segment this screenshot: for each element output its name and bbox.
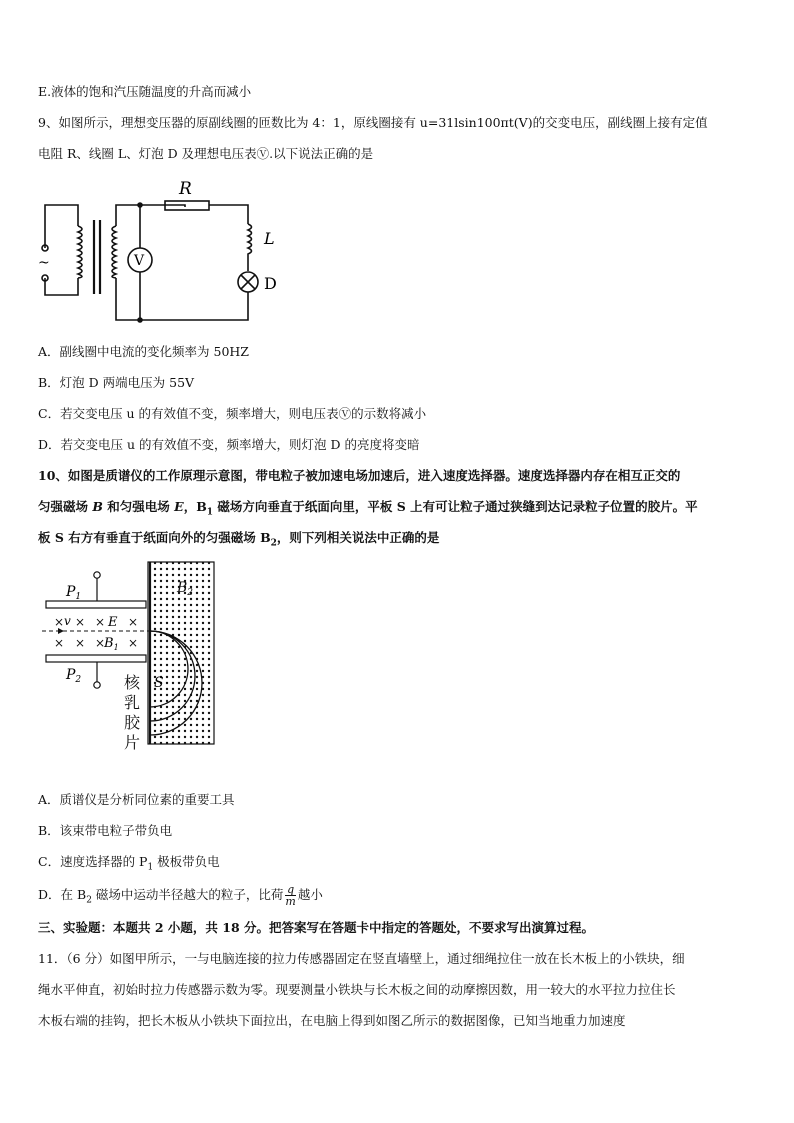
svg-text:×: × xyxy=(75,615,86,629)
q10-mass-spectrometer-figure xyxy=(38,560,218,750)
q9-stem-line2: 电阻 R、线圈 L、灯泡 D 及理想电压表Ⓥ.以下说法正确的是 xyxy=(38,146,374,161)
film-char-1: 核 xyxy=(124,673,141,692)
q11-stem-line3: 木板右端的挂钩，把长木板从小铁块下面拉出，在电脑上得到如图乙所示的数据图像，已知当地重力加速度 xyxy=(38,1013,626,1028)
resistor-label: R xyxy=(179,179,192,199)
ac-symbol: ~ xyxy=(38,255,50,271)
svg-text:×: × xyxy=(128,636,139,650)
charge-mass-ratio: $\frac{q}{m}$ xyxy=(285,883,296,908)
q11-stem-line2: 绳水平伸直，初始时拉力传感器示数为零。现要测量小铁块与长木板之间的动摩擦因数，用一较大的水平拉力拉住长 xyxy=(38,982,676,997)
q10-option-c: C．速度选择器的 $P_1$ 极板带负电 xyxy=(38,854,220,873)
label-b2: $B_2$ xyxy=(177,580,194,598)
label-b1: $B_1$ xyxy=(104,636,119,652)
q10-stem-line3: 板 S 右方有垂直于纸面向外的匀强磁场 $B_2$，则下列相关说法中正确的是 xyxy=(38,530,440,549)
q9-circuit-figure xyxy=(30,178,300,328)
q10-option-d: D．在 $B_2$ 磁场中运动半径越大的粒子，比荷 $\frac{q}{m}$ 越小 xyxy=(38,883,323,908)
label-e: E xyxy=(108,615,118,630)
q9-stem-line1: 9、如图所示，理想变压器的原副线圈的匝数比为 4：1，原线圈接有 u=31lsin100πt(V)的交变电压，副线圈上接有定值 xyxy=(38,115,708,130)
label-p2: $P_2$ xyxy=(66,667,82,685)
svg-text:×: × xyxy=(75,636,86,650)
label-p1: $P_1$ xyxy=(66,584,82,602)
voltmeter-label: V xyxy=(134,253,145,269)
q9-option-b: B．灯泡 D 两端电压为 55V xyxy=(38,375,195,390)
q10-option-a: A．质谱仪是分析同位素的重要工具 xyxy=(38,792,235,807)
q9-option-d: D．若交变电压 u 的有效值不变，频率增大，则灯泡 D 的亮度将变暗 xyxy=(38,437,420,452)
svg-text:×: × xyxy=(54,636,65,650)
svg-text:×: × xyxy=(95,636,106,650)
lamp-label: D xyxy=(264,274,277,293)
q8-option-e: E.液体的饱和汽压随温度的升高而减小 xyxy=(38,84,252,99)
section-3-heading: 三、实验题：本题共 2 小题，共 18 分。把答案写在答题卡中指定的答题处，不要求写出演算过程。 xyxy=(38,920,595,935)
label-s: S xyxy=(154,675,164,691)
film-char-4: 片 xyxy=(124,733,141,750)
q9-option-a: A．副线圈中电流的变化频率为 50HZ xyxy=(38,344,249,359)
svg-text:×: × xyxy=(54,615,65,629)
film-char-2: 乳 xyxy=(124,693,141,712)
inductor-label: L xyxy=(264,229,275,248)
film-char-3: 胶 xyxy=(124,713,141,732)
q10-stem-line1: 10、如图是质谱仪的工作原理示意图，带电粒子被加速电场加速后，进入速度选择器。速度选择器内存在相互正交的 xyxy=(38,468,681,483)
q10-option-b: B．该束带电粒子带负电 xyxy=(38,823,173,838)
q10-stem-line2: 匀强磁场 B 和匀强电场 E，$B_1$ 磁场方向垂直于纸面向里，平板 S 上有可让粒子通过狭缝到达记录粒子位置的胶片。平 xyxy=(38,499,698,518)
svg-text:×: × xyxy=(95,615,106,629)
q9-option-c: C．若交变电压 u 的有效值不变，频率增大，则电压表Ⓥ的示数将减小 xyxy=(38,406,427,421)
q11-stem-line1: 11．（6 分）如图甲所示，一与电脑连接的拉力传感器固定在竖直墙壁上，通过细绳拉住一放在长木板上的小铁块，细 xyxy=(38,951,685,966)
label-v: v xyxy=(64,614,71,628)
svg-text:×: × xyxy=(128,615,139,629)
